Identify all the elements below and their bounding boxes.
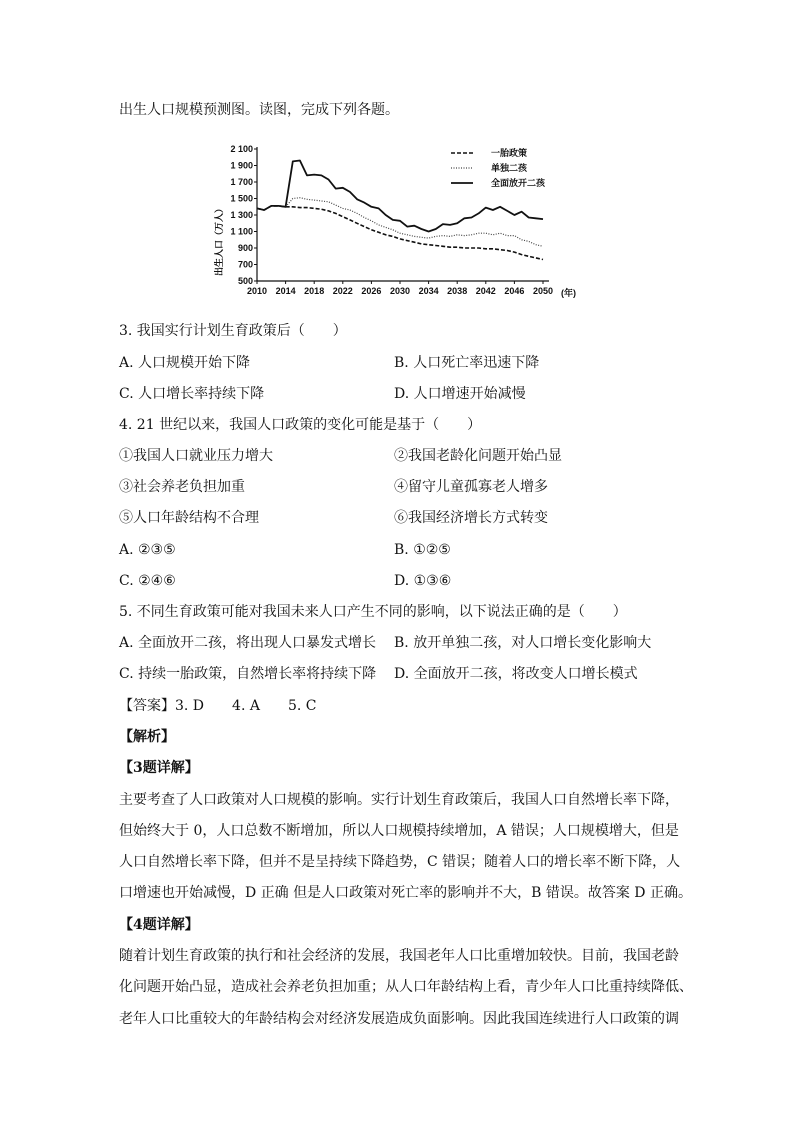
q3-detail-line: 但始终大于 0，人口总数不断增加，所以人口规模持续增加，A 错误；人口规模增大，但是 (119, 823, 679, 839)
x-tick-label: 2022 (332, 286, 353, 296)
y-tick-labels (230, 144, 257, 286)
x-tick-label: 2030 (389, 286, 411, 296)
q4-item-2: ②我国老龄化问题开始凸显 (394, 448, 562, 464)
answer-line: 【答案】3. D 4. A 5. C (119, 698, 317, 714)
y-tick-label: 1 300 (230, 210, 253, 220)
q4-item-5: ⑤人口年龄结构不合理 (119, 510, 259, 526)
y-tick-label: 500 (237, 276, 253, 286)
q5-option-b: B. 放开单独二孩，对人口增长变化影响大 (394, 635, 652, 651)
q4-option-c: C. ②④⑥ (119, 573, 176, 589)
x-tick-label: 2018 (304, 286, 325, 296)
y-tick-label: 1 700 (230, 177, 253, 187)
chart-series (257, 161, 543, 260)
q3-stem: 3. 我国实行计划生育政策后（ ） (119, 323, 347, 339)
x-tick-label: 2046 (504, 286, 525, 296)
q3-detail-line: 人口自然增长率下降，但并不是呈持续下降趋势，C 错误；随着人口的增长率不断下降，人 (119, 854, 681, 870)
analysis-heading: 【解析】 (119, 729, 175, 745)
q4-item-6: ⑥我国经济增长方式转变 (394, 510, 548, 526)
y-axis-label: 出生人口（万人） (215, 203, 225, 277)
q5-option-d: D. 全面放开二孩，将改变人口增长模式 (394, 666, 638, 682)
legend-label: 单独二孩 (491, 164, 528, 174)
x-tick-label: 2010 (246, 286, 268, 296)
y-tick-label: 1 100 (230, 226, 253, 237)
intro-text: 出生人口规模预测图。读图，完成下列各题。 (119, 102, 399, 118)
q3-detail-line: 主要考查了人口政策对人口规模的影响。实行计划生育政策后，我国人口自然增长率下降， (119, 792, 679, 808)
q4-item-1: ①我国人口就业压力增大 (119, 448, 273, 464)
legend-label: 全面放开二孩 (491, 179, 546, 189)
y-tick-label: 2 100 (230, 144, 253, 154)
x-tick-labels (247, 281, 553, 296)
q3-option-d: D. 人口增速开始减慢 (394, 386, 526, 402)
y-tick-label: 1 900 (230, 160, 253, 171)
q4-stem: 4. 21 世纪以来，我国人口政策的变化可能是基于（ ） (119, 417, 482, 433)
q5-option-c: C. 持续一胎政策，自然增长率将持续下降 (119, 666, 377, 682)
birth-population-chart (205, 140, 590, 305)
x-tick-label: 2034 (418, 286, 439, 296)
q3-detail-heading: 【3题详解】 (119, 760, 199, 776)
q4-detail-line: 化问题开始凸显，造成社会养老负担加重；从人口年龄结构上看，青少年人口比重持续降低、 (119, 979, 693, 995)
q4-option-b: B. ①②⑤ (394, 542, 451, 558)
y-tick-label: 900 (237, 243, 253, 253)
x-tick-label: 2038 (447, 286, 468, 296)
q4-option-d: D. ①③⑥ (394, 573, 452, 589)
x-tick-label: 2050 (532, 286, 554, 296)
q3-option-a: A. 人口规模开始下降 (119, 355, 251, 371)
x-axis-unit: (年) (561, 288, 576, 298)
q3-option-b: B. 人口死亡率迅速下降 (394, 355, 540, 371)
y-tick-label: 700 (237, 259, 253, 270)
y-tick-label: 1 500 (230, 193, 253, 204)
q4-item-4: ④留守儿童孤寡老人增多 (394, 479, 548, 495)
x-tick-label: 2042 (475, 286, 496, 296)
q4-detail-line: 随着计划生育政策的执行和社会经济的发展，我国老年人口比重增加较快。目前，我国老龄 (119, 948, 679, 964)
q4-option-a: A. ②③⑤ (119, 542, 176, 558)
q3-option-c: C. 人口增长率持续下降 (119, 386, 265, 402)
x-tick-label: 2014 (275, 286, 296, 296)
q5-stem: 5. 不同生育政策可能对我国未来人口产生不同的影响，以下说法正确的是（ ） (119, 604, 627, 620)
chart-legend (451, 147, 546, 189)
q4-detail-line: 老年人口比重较大的年龄结构会对经济发展造成负面影响。因此我国连续进行人口政策的调 (119, 1011, 679, 1027)
q5-option-a: A. 全面放开二孩，将出现人口暴发式增长 (119, 635, 377, 651)
x-tick-label: 2026 (361, 286, 382, 296)
q3-detail-line: 口增速也开始减慢，D 正确 但是人口政策对死亡率的影响并不大，B 错误。故答案 D 正确。 (119, 885, 692, 901)
q4-detail-heading: 【4题详解】 (119, 917, 199, 933)
q4-item-3: ③社会养老负担加重 (119, 479, 245, 495)
legend-label: 一胎政策 (491, 149, 528, 159)
